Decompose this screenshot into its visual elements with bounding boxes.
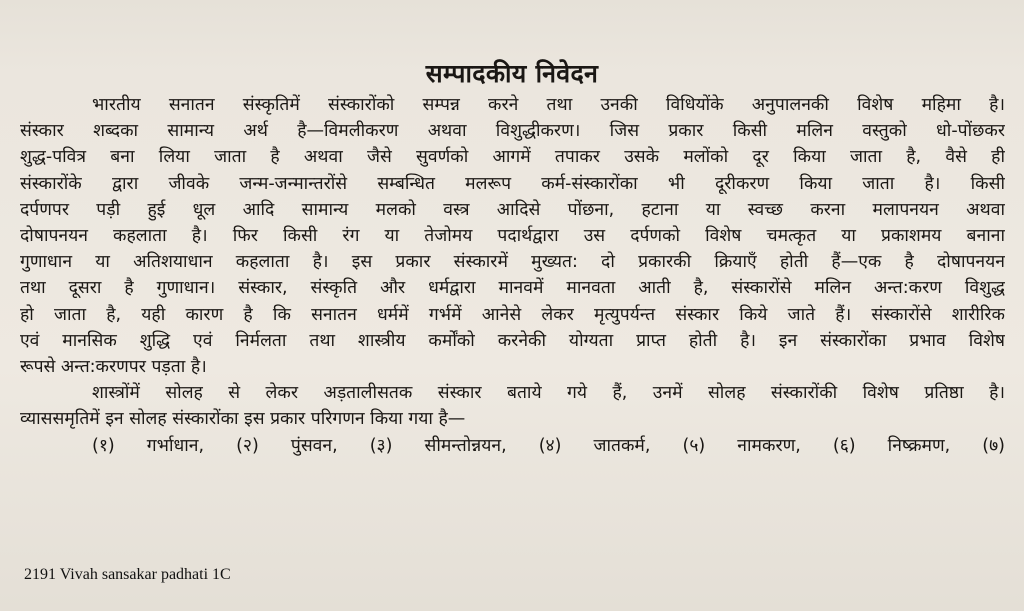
paragraph-line: शुद्ध-पवित्र बना लिया जाता है अथवा जैसे सुवर्णको आगमें तपाकर उसके मलोंको दूर किया जाता है, वैसे ही: [20, 147, 1005, 168]
paragraph-line: दोषापनयन कहलाता है। फिर किसी रंग या तेजोमय पदार्थद्वारा उस दर्पणको विशेष चमत्कृत या प्रकाशमय बनाना: [20, 226, 1005, 247]
document-body: [20, 92, 1005, 459]
paragraph-line: एवं मानसिक शुद्धि एवं निर्मलता तथा शास्त्रीय कर्मोंको करनेकी योग्यता प्राप्त होती है। इन संस्कारोंका प्रभाव विशेष: [20, 330, 1005, 351]
paragraph-line: रूपसे अन्त:करणपर पड़ता है।: [20, 357, 207, 378]
footer-caption: 2191 Vivah sansakar padhati 1C: [24, 566, 231, 583]
paragraph-line: व्याससमृतिमें इन सोलह संस्कारोंका इस प्रकार परिगणन किया गया है—: [20, 409, 466, 430]
paragraph-line: गुणाधान या अतिशयाधान कहलाता है। इस प्रकार संस्कारमें मुख्यत: दो प्रकारकी क्रियाएँ होती हैं—एक है दोषापनयन: [20, 252, 1005, 273]
paragraph-line: संस्कार शब्दका सामान्य अर्थ है—विमलीकरण अथवा विशुद्धीकरण। जिस प्रकार किसी मलिन वस्तुको धो-पोंछकर: [20, 121, 1005, 142]
page-title: सम्पादकीय निवेदन: [425, 59, 599, 88]
paragraph-line: शास्त्रोंमें सोलह से लेकर अड़तालीसतक संस्कार बताये गये हैं, उनमें सोलह संस्कारोंकी विशेष प्रतिष्ठा है।: [92, 383, 1005, 404]
paragraph-line: दर्पणपर पड़ी हुई धूल आदि सामान्य मलको वस्त्र आदिसे पोंछना, हटाना या स्वच्छ करना मलापनयन अथवा: [20, 199, 1005, 220]
sanskar-list-line: (१) गर्भाधान, (२) पुंसवन, (३) सीमन्तोन्नयन, (४) जातकर्म, (५) नामकरण, (६) निष्क्रमण, (७): [92, 435, 1005, 456]
paragraph-line: हो जाता है, यही कारण है कि सनातन धर्ममें गर्भमें आनेसे लेकर मृत्युपर्यन्त संस्कार किये जाते हैं। संस्कारोंसे शारीरिक: [20, 304, 1005, 325]
paragraph-line: तथा दूसरा है गुणाधान। संस्कार, संस्कृति और धर्मद्वारा मानवमें मानवता आती है, संस्कारोंसे मलिन अन्त:करण विशुद्ध: [20, 278, 1005, 299]
paragraph-line: भारतीय सनातन संस्कृतिमें संस्कारोंको सम्पन्न करने तथा उनकी विधियोंके अनुपालनकी विशेष महिमा है।: [92, 95, 1005, 115]
paragraph-line: संस्कारोंके द्वारा जीवके जन्म-जन्मान्तरोंसे सम्बन्धित मलरूप कर्म-संस्कारोंका भी दूरीकरण किया जाता है। किसी: [20, 173, 1005, 194]
bleed-through-text: [10, 0, 1014, 58]
